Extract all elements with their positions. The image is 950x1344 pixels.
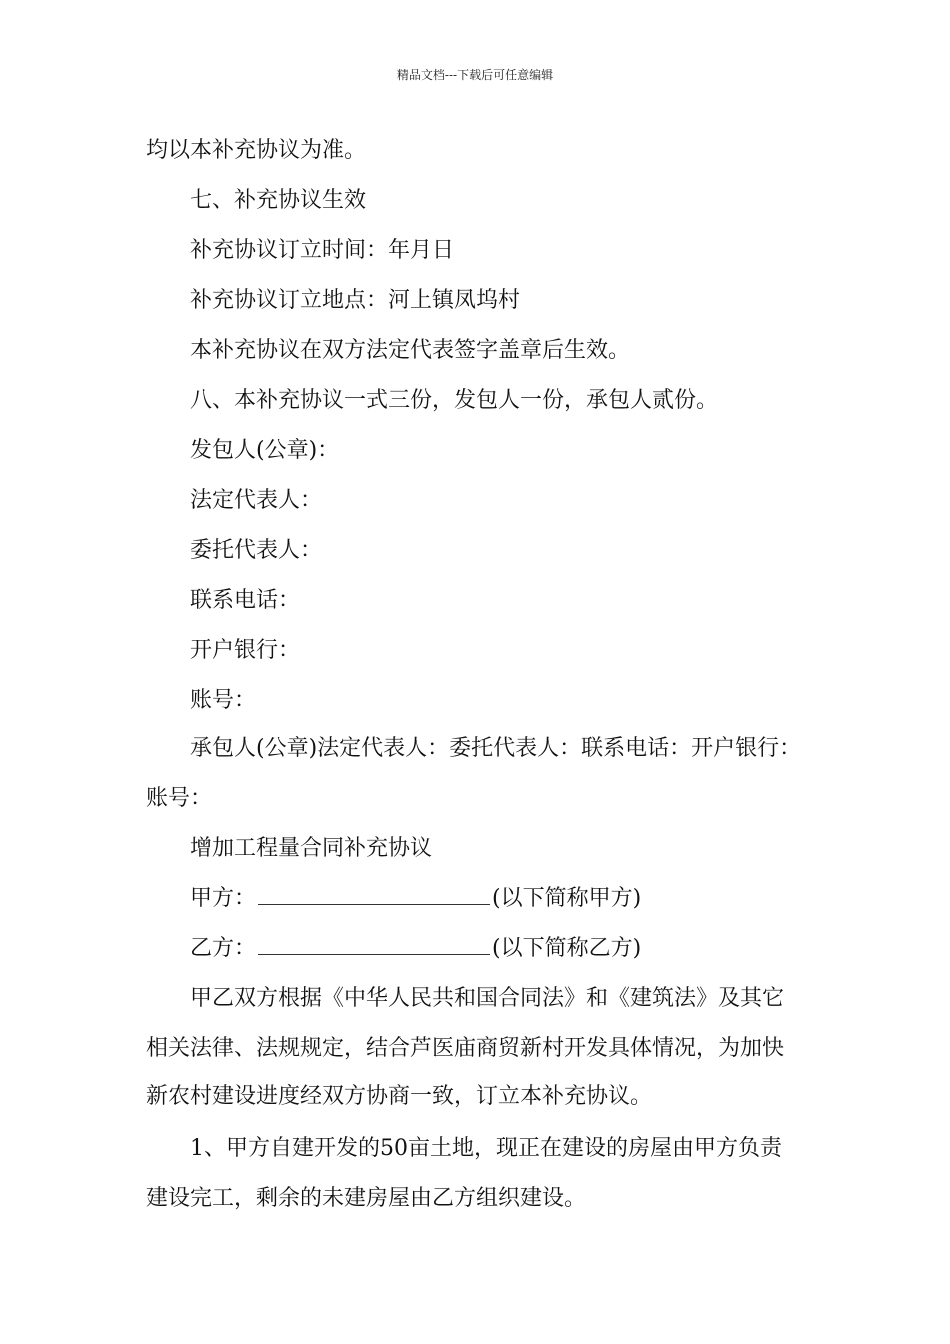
paragraph-line: 承包人(公章)法定代表人：委托代表人：联系电话：开户银行：	[190, 736, 802, 761]
paragraph-line: 补充协议订立地点：河上镇凤坞村	[190, 288, 521, 313]
document-title: 增加工程量合同补充协议	[190, 836, 433, 861]
party-b-label: 乙方：	[190, 936, 257, 961]
paragraph-line: 开户银行：	[190, 638, 301, 663]
party-a-blank	[258, 886, 490, 905]
paragraph-line: 1、甲方自建开发的50亩土地，现正在建设的房屋由甲方负责	[190, 1136, 782, 1161]
paragraph-line: 补充协议订立时间：年月日	[190, 238, 455, 263]
party-a-label: 甲方：	[190, 886, 257, 911]
paragraph-line: 本补充协议在双方法定代表签字盖章后生效。	[190, 338, 631, 363]
paragraph-line: 新农村建设进度经双方协商一致，订立本补充协议。	[146, 1084, 653, 1109]
party-b-suffix: (以下简称乙方)	[492, 936, 642, 961]
paragraph-line: 建设完工，剩余的未建房屋由乙方组织建设。	[146, 1186, 587, 1211]
section-heading: 七、补充协议生效	[190, 188, 367, 213]
paragraph-line: 相关法律、法规规定，结合芦医庙商贸新村开发具体情况，为加快	[146, 1036, 785, 1061]
paragraph-line: 法定代表人：	[190, 488, 323, 513]
paragraph-line: 均以本补充协议为准。	[146, 138, 367, 163]
paragraph-line: 联系电话：	[190, 588, 301, 613]
party-a-line	[190, 884, 641, 914]
page-header: 精品文档---下载后可任意编辑	[396, 68, 554, 82]
section-heading: 八、本补充协议一式三份，发包人一份，承包人贰份。	[190, 388, 719, 413]
paragraph-line: 委托代表人：	[190, 538, 323, 563]
paragraph-line: 甲乙双方根据《中华人民共和国合同法》和《建筑法》及其它	[190, 986, 785, 1011]
paragraph-line: 发包人(公章)：	[190, 438, 340, 463]
party-a-suffix: (以下简称甲方)	[492, 886, 642, 911]
paragraph-line: 账号：	[146, 786, 213, 811]
party-b-blank	[258, 936, 490, 955]
party-b-line	[190, 934, 641, 964]
paragraph-line: 账号：	[190, 688, 257, 713]
